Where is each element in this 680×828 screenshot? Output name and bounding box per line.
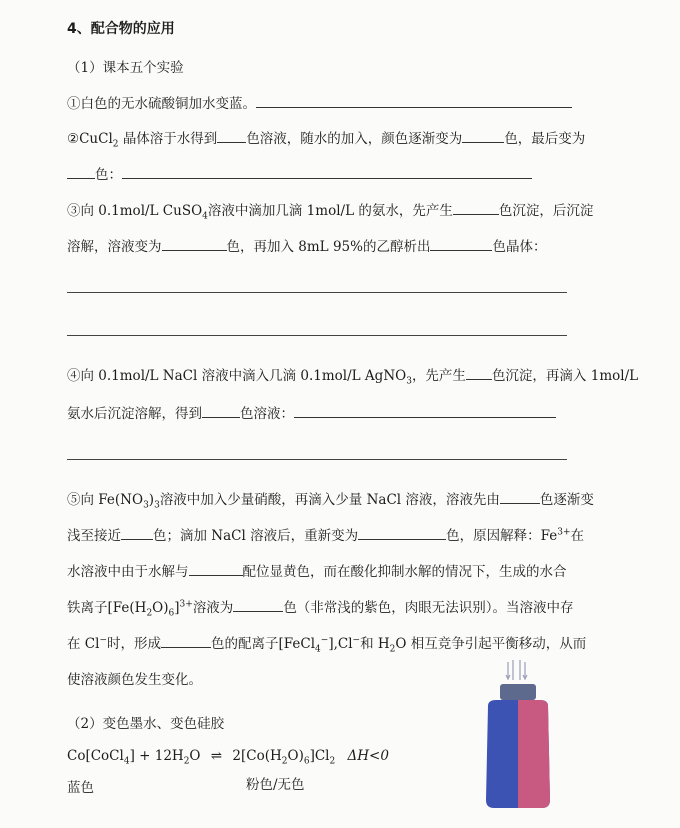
answer-blank[interactable] bbox=[202, 403, 240, 418]
eq-left: Co[CoCl bbox=[67, 748, 124, 764]
exp2-line1 bbox=[67, 127, 585, 150]
eq-right-sub: 2 bbox=[281, 756, 288, 767]
answer-line[interactable] bbox=[67, 292, 567, 293]
exp5-sub-k2: 6 bbox=[168, 608, 175, 619]
exp5-sup-g: 3+ bbox=[557, 527, 571, 538]
eq-right3: ]Cl bbox=[309, 748, 330, 764]
exp2-sub: 2 bbox=[112, 139, 119, 150]
eq-left-sub: 4 bbox=[123, 756, 130, 767]
exp4-text-a: ④向 0.1mol/L NaCl 溶液中滴入几滴 0.1mol/L AgNO bbox=[67, 368, 407, 384]
label-pink: 粉色/无色 bbox=[246, 777, 305, 793]
answer-blank[interactable] bbox=[67, 164, 95, 179]
exp4-text-c: 色沉淀，再滴入 1mol/L bbox=[491, 368, 639, 384]
exp3-text-c: 色沉淀，后沉淀 bbox=[498, 203, 594, 219]
answer-blank[interactable] bbox=[294, 403, 556, 418]
exp5-sub-r: 2 bbox=[389, 644, 396, 655]
exp5-line6 bbox=[67, 668, 202, 688]
color-change-bottle-illustration bbox=[478, 660, 558, 810]
answer-line[interactable] bbox=[67, 335, 567, 336]
answer-blank[interactable] bbox=[162, 236, 227, 251]
eq-left3: O bbox=[189, 748, 201, 764]
exp5-text-f: 色；滴加 NaCl 溶液后，重新变为 bbox=[153, 528, 359, 544]
exp5-sup-q: − bbox=[352, 635, 361, 646]
exp2-text-c: 色溶液，随水的加入，颜色逐渐变为 bbox=[246, 131, 463, 147]
answer-blank[interactable] bbox=[189, 561, 243, 576]
exp5-line5 bbox=[67, 632, 586, 655]
exp5-line3 bbox=[67, 560, 567, 580]
exp5-text-k: 铁离子[Fe(H bbox=[67, 600, 147, 616]
exp5-text-c: 溶液中加入少量硝酸，再滴入少量 NaCl 溶液，溶液先由 bbox=[159, 492, 500, 508]
answer-blank[interactable] bbox=[430, 236, 492, 251]
exp3-text-f: 色晶体： bbox=[492, 239, 547, 255]
exp5-text-e: 浅至接近 bbox=[67, 528, 121, 544]
exp4-line2 bbox=[67, 402, 556, 422]
exp5-sub-k1: 2 bbox=[146, 608, 153, 619]
exp5-sup-p: − bbox=[320, 635, 329, 646]
answer-blank[interactable] bbox=[256, 93, 572, 108]
bottle-pink-side bbox=[518, 700, 550, 808]
exp5-text-r: 和 H bbox=[360, 636, 390, 652]
answer-line[interactable] bbox=[67, 459, 567, 460]
answer-blank[interactable] bbox=[121, 525, 153, 540]
exp5-text-k2: O) bbox=[152, 600, 169, 616]
exp5-line4 bbox=[67, 596, 574, 619]
exp5-text-p: 色的配离子[FeCl bbox=[211, 636, 316, 652]
enthalpy-label: ΔH<0 bbox=[347, 748, 389, 764]
exp5-sub-p: 4 bbox=[315, 644, 321, 655]
answer-blank[interactable] bbox=[500, 489, 540, 504]
exp4-sub: 3 bbox=[406, 376, 412, 387]
exp3-line2 bbox=[67, 235, 546, 255]
part2-heading: （2）变色墨水、变色硅胶 bbox=[67, 716, 225, 732]
exp3-line1 bbox=[67, 199, 593, 222]
eq-right-sub2: 6 bbox=[303, 756, 310, 767]
exp4-text-b: ，先产生 bbox=[411, 368, 466, 384]
exp2-line2 bbox=[67, 163, 532, 183]
eq-right2: O) bbox=[287, 748, 304, 764]
label-blue: 蓝色 bbox=[67, 780, 94, 796]
exp5-text-a: ⑤向 Fe(NO bbox=[67, 492, 144, 508]
exp5-sup-n: − bbox=[99, 635, 107, 646]
exp5-text-h: 在 bbox=[570, 528, 584, 544]
exp5-text-j: 配位显黄色，而在酸化抑制水解的情况下，生成的水合 bbox=[242, 564, 567, 580]
exp5-sup-k: 3+ bbox=[179, 599, 193, 610]
exp3-text-e: 色，再加入 8mL 95%的乙醇析出 bbox=[226, 239, 431, 255]
equilibrium-arrow: ⇌ bbox=[210, 748, 223, 764]
answer-blank[interactable] bbox=[462, 128, 504, 143]
exp3-text-d: 溶解，溶液变为 bbox=[67, 239, 162, 255]
exp5-text-m: 色（非常浅的紫色，肉眼无法识别）。当溶液中存 bbox=[283, 600, 574, 616]
exp2-text-d: 色，最后变为 bbox=[504, 131, 586, 147]
exp4-text-e: 色溶液： bbox=[240, 406, 294, 422]
exp5-sub-b: 3 bbox=[154, 500, 160, 511]
exp5-text-i: 水溶液中由于水解与 bbox=[67, 564, 189, 580]
exp5-line2 bbox=[67, 524, 584, 544]
exp5-line1 bbox=[67, 488, 594, 511]
eq-right-sub3: 2 bbox=[329, 756, 336, 767]
exp5-text-k3: ] bbox=[174, 600, 180, 616]
answer-blank[interactable] bbox=[453, 200, 499, 215]
exp5-sub-a: 3 bbox=[143, 500, 149, 511]
exp2-text-e: 色： bbox=[95, 167, 122, 183]
answer-blank[interactable] bbox=[466, 365, 492, 380]
answer-blank[interactable] bbox=[233, 597, 283, 612]
eq-left2: ] + 12H bbox=[129, 748, 184, 764]
exp5-text-q: ],Cl bbox=[328, 636, 353, 652]
exp5-text-g: 色，原因解释：Fe bbox=[446, 528, 558, 544]
exp2-text-a: ②CuCl bbox=[67, 131, 113, 147]
eq-left-sub2: 2 bbox=[183, 756, 190, 767]
exp1-line bbox=[67, 92, 572, 112]
exp5-text-l: 溶液为 bbox=[192, 600, 234, 616]
exp4-text-d: 氨水后沉淀溶解，得到 bbox=[67, 406, 202, 422]
exp5-text-d: 色逐渐变 bbox=[539, 492, 594, 508]
exp5-text-t: 使溶液颜色发生变化。 bbox=[67, 672, 202, 688]
answer-blank[interactable] bbox=[161, 633, 211, 648]
exp1-text: ①白色的无水硫酸铜加水变蓝。 bbox=[67, 96, 256, 112]
exp2-text-b: 晶体溶于水得到 bbox=[122, 131, 218, 147]
exp5-text-b: ) bbox=[148, 492, 155, 508]
exp4-line1 bbox=[67, 364, 638, 387]
exp3-sub: 4 bbox=[202, 211, 208, 222]
exp3-text-b: 溶液中滴加几滴 1mol/L 的氨水，先产生 bbox=[207, 203, 453, 219]
answer-blank[interactable] bbox=[217, 128, 246, 143]
exp3-text-a: ③向 0.1mol/L CuSO bbox=[67, 203, 203, 219]
exp5-text-s: O 相互竞争引起平衡移动，从而 bbox=[395, 636, 587, 652]
answer-blank[interactable] bbox=[358, 525, 446, 540]
exp5-text-n: 在 Cl bbox=[67, 636, 100, 652]
exp5-text-o: 时，形成 bbox=[107, 636, 161, 652]
equation bbox=[67, 748, 389, 767]
part1-heading: （1）课本五个实验 bbox=[67, 60, 184, 76]
eq-right: 2[Co(H bbox=[232, 748, 282, 764]
bottle-cap bbox=[500, 684, 536, 700]
section-title: 4、配合物的应用 bbox=[67, 21, 175, 37]
answer-blank[interactable] bbox=[122, 164, 532, 179]
drip-lines bbox=[506, 660, 527, 680]
